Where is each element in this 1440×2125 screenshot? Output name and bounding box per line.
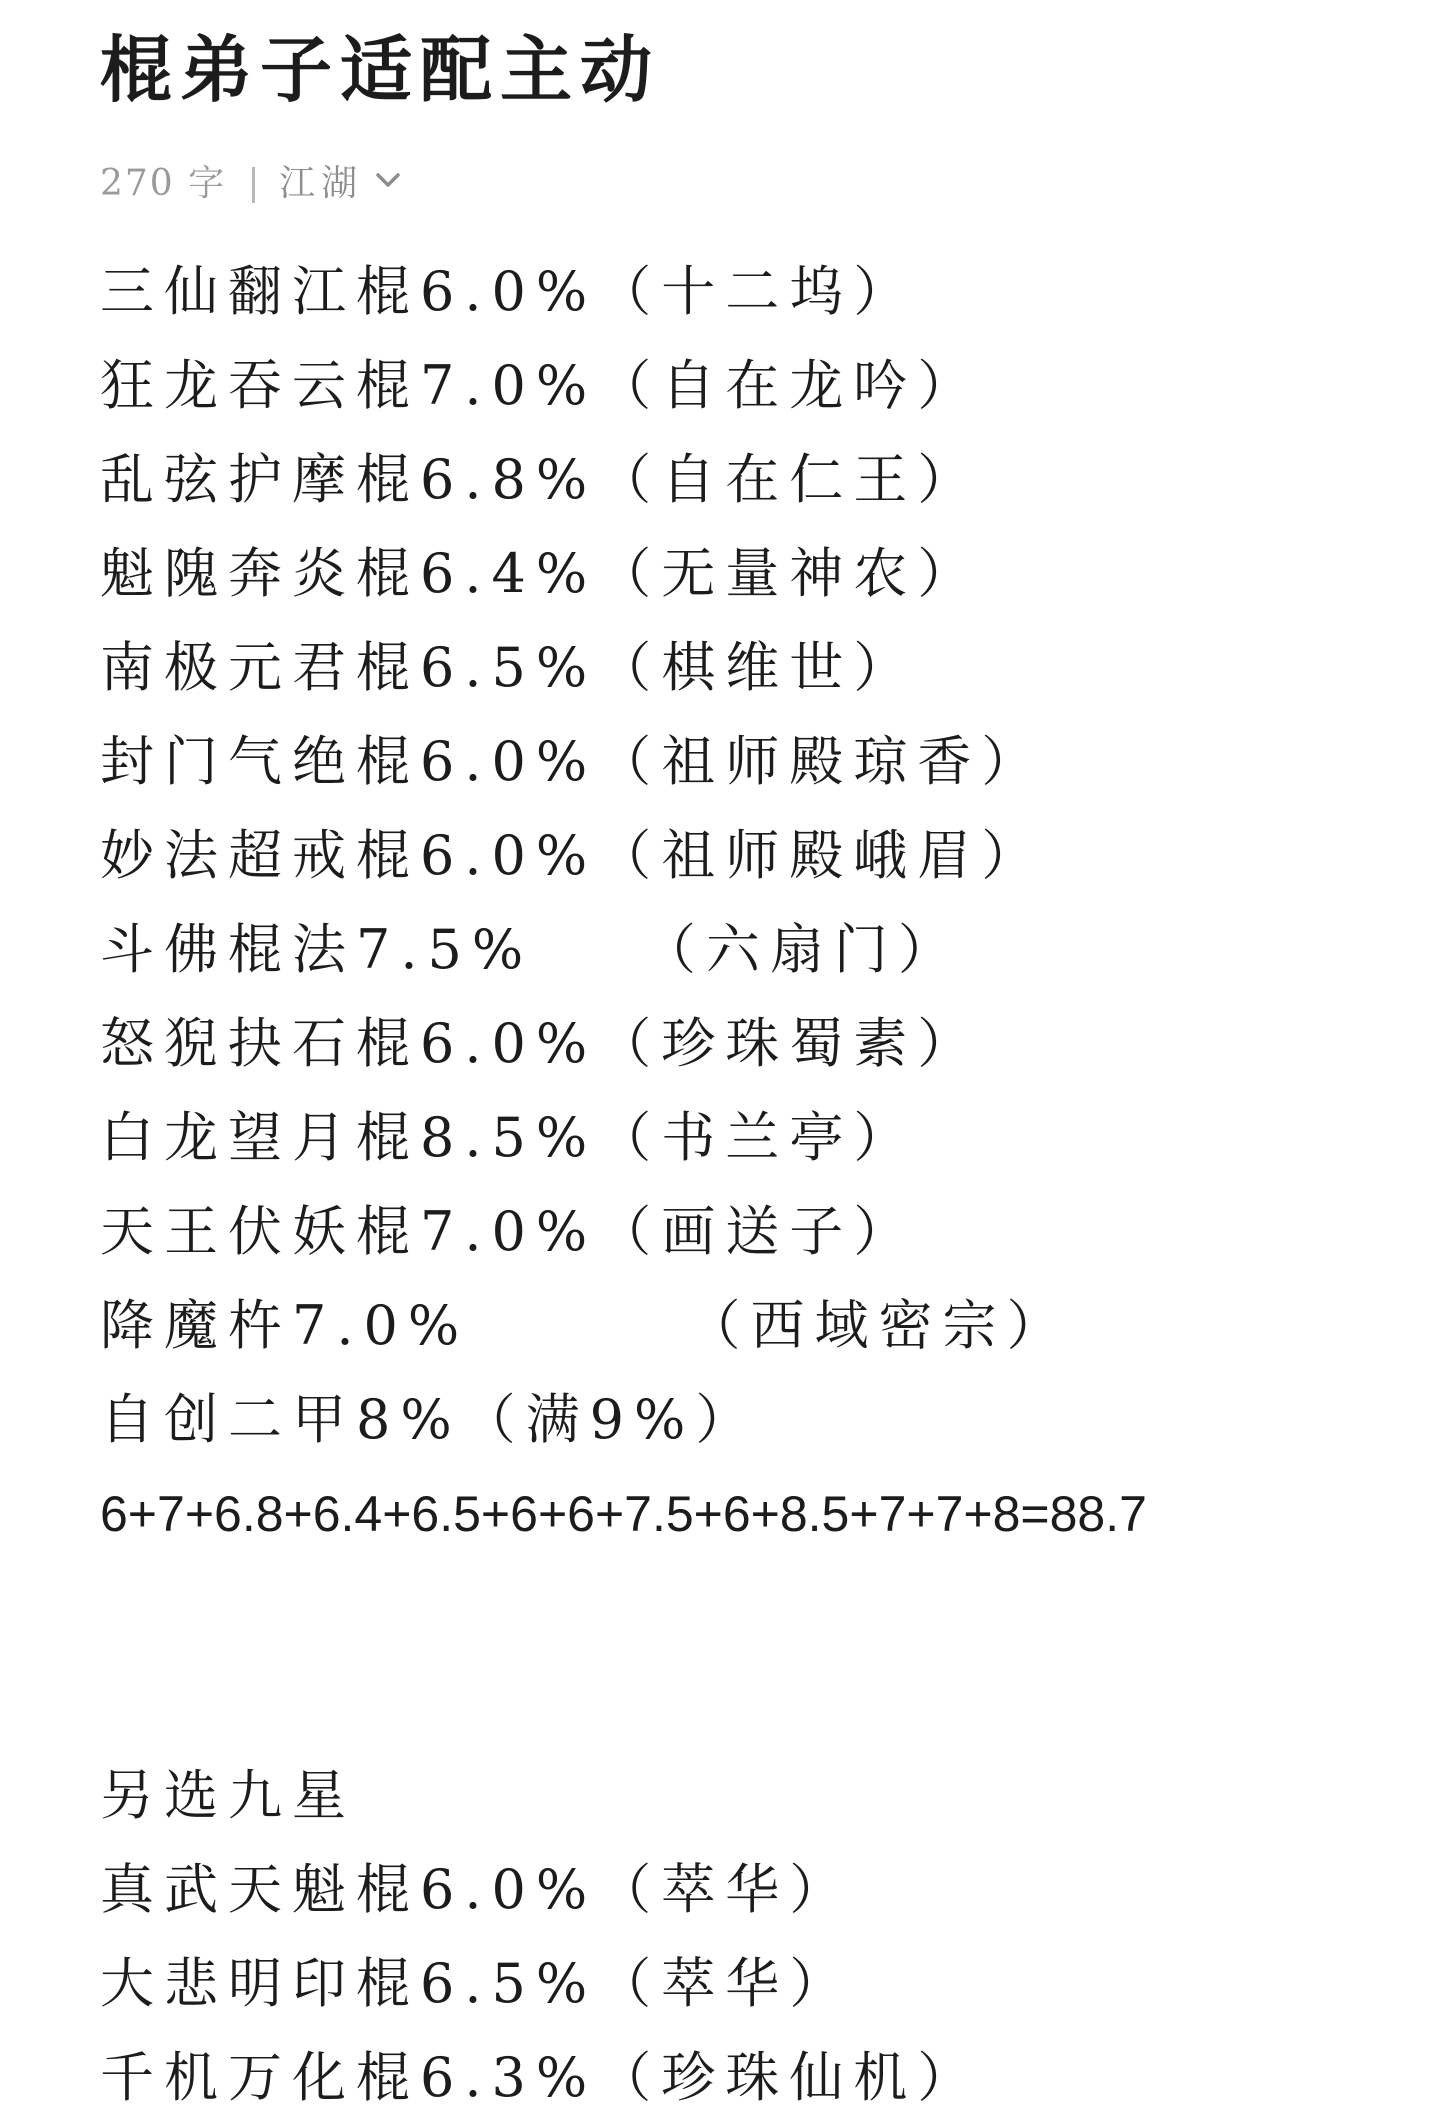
meta-divider [252,167,255,203]
body-line: 真武天魁棍6.0%（萃华） [100,1858,854,1921]
article-body [100,245,1147,2125]
article-meta [100,150,407,210]
body-line: 魁隗奔炎棍6.4%（无量神农） [100,542,982,605]
body-line: 妙法超戒棍6.0%（祖师殿峨眉） [100,824,1046,887]
body-line: 斗佛棍法7.5% （六扇门） [100,918,962,981]
body-line: 大悲明印棍6.5%（萃华） [100,1952,854,2015]
body-line: 降魔杵7.0% （西域密宗） [100,1294,1071,1357]
body-line: 白龙望月棍8.5%（书兰亭） [100,1106,918,1169]
body-line: 乱弦护摩棍6.8%（自在仁王） [100,448,982,511]
blank-line [100,1561,1147,1749]
body-line: 天王伏妖棍7.0%（画送子） [100,1200,918,1263]
sum-line: 6+7+6.8+6.4+6.5+6+6+7.5+6+8.5+7+7+8=88.7 [100,1486,1147,1542]
body-line: 千机万化棍6.3%（珍珠仙机） [100,2046,982,2109]
section-heading: 另选九星 [100,1764,356,1827]
body-line: 三仙翻江棍6.0%（十二坞） [100,260,918,323]
word-count: 270 字 [100,162,227,204]
body-line: 狂龙吞云棍7.0%（自在龙吟） [100,354,982,417]
body-line: 封门气绝棍6.0%（祖师殿琼香） [100,730,1046,793]
article-title: 棍弟子适配主动 [100,27,661,112]
chevron-down-icon[interactable] [369,161,407,199]
body-line: 自创二甲8%（满9%） [100,1388,760,1451]
category-dropdown[interactable]: 江湖 [279,162,364,204]
body-line: 南极元君棍6.5%（棋维世） [100,636,918,699]
body-line: 怒猊抉石棍6.0%（珍珠蜀素） [100,1012,982,1075]
